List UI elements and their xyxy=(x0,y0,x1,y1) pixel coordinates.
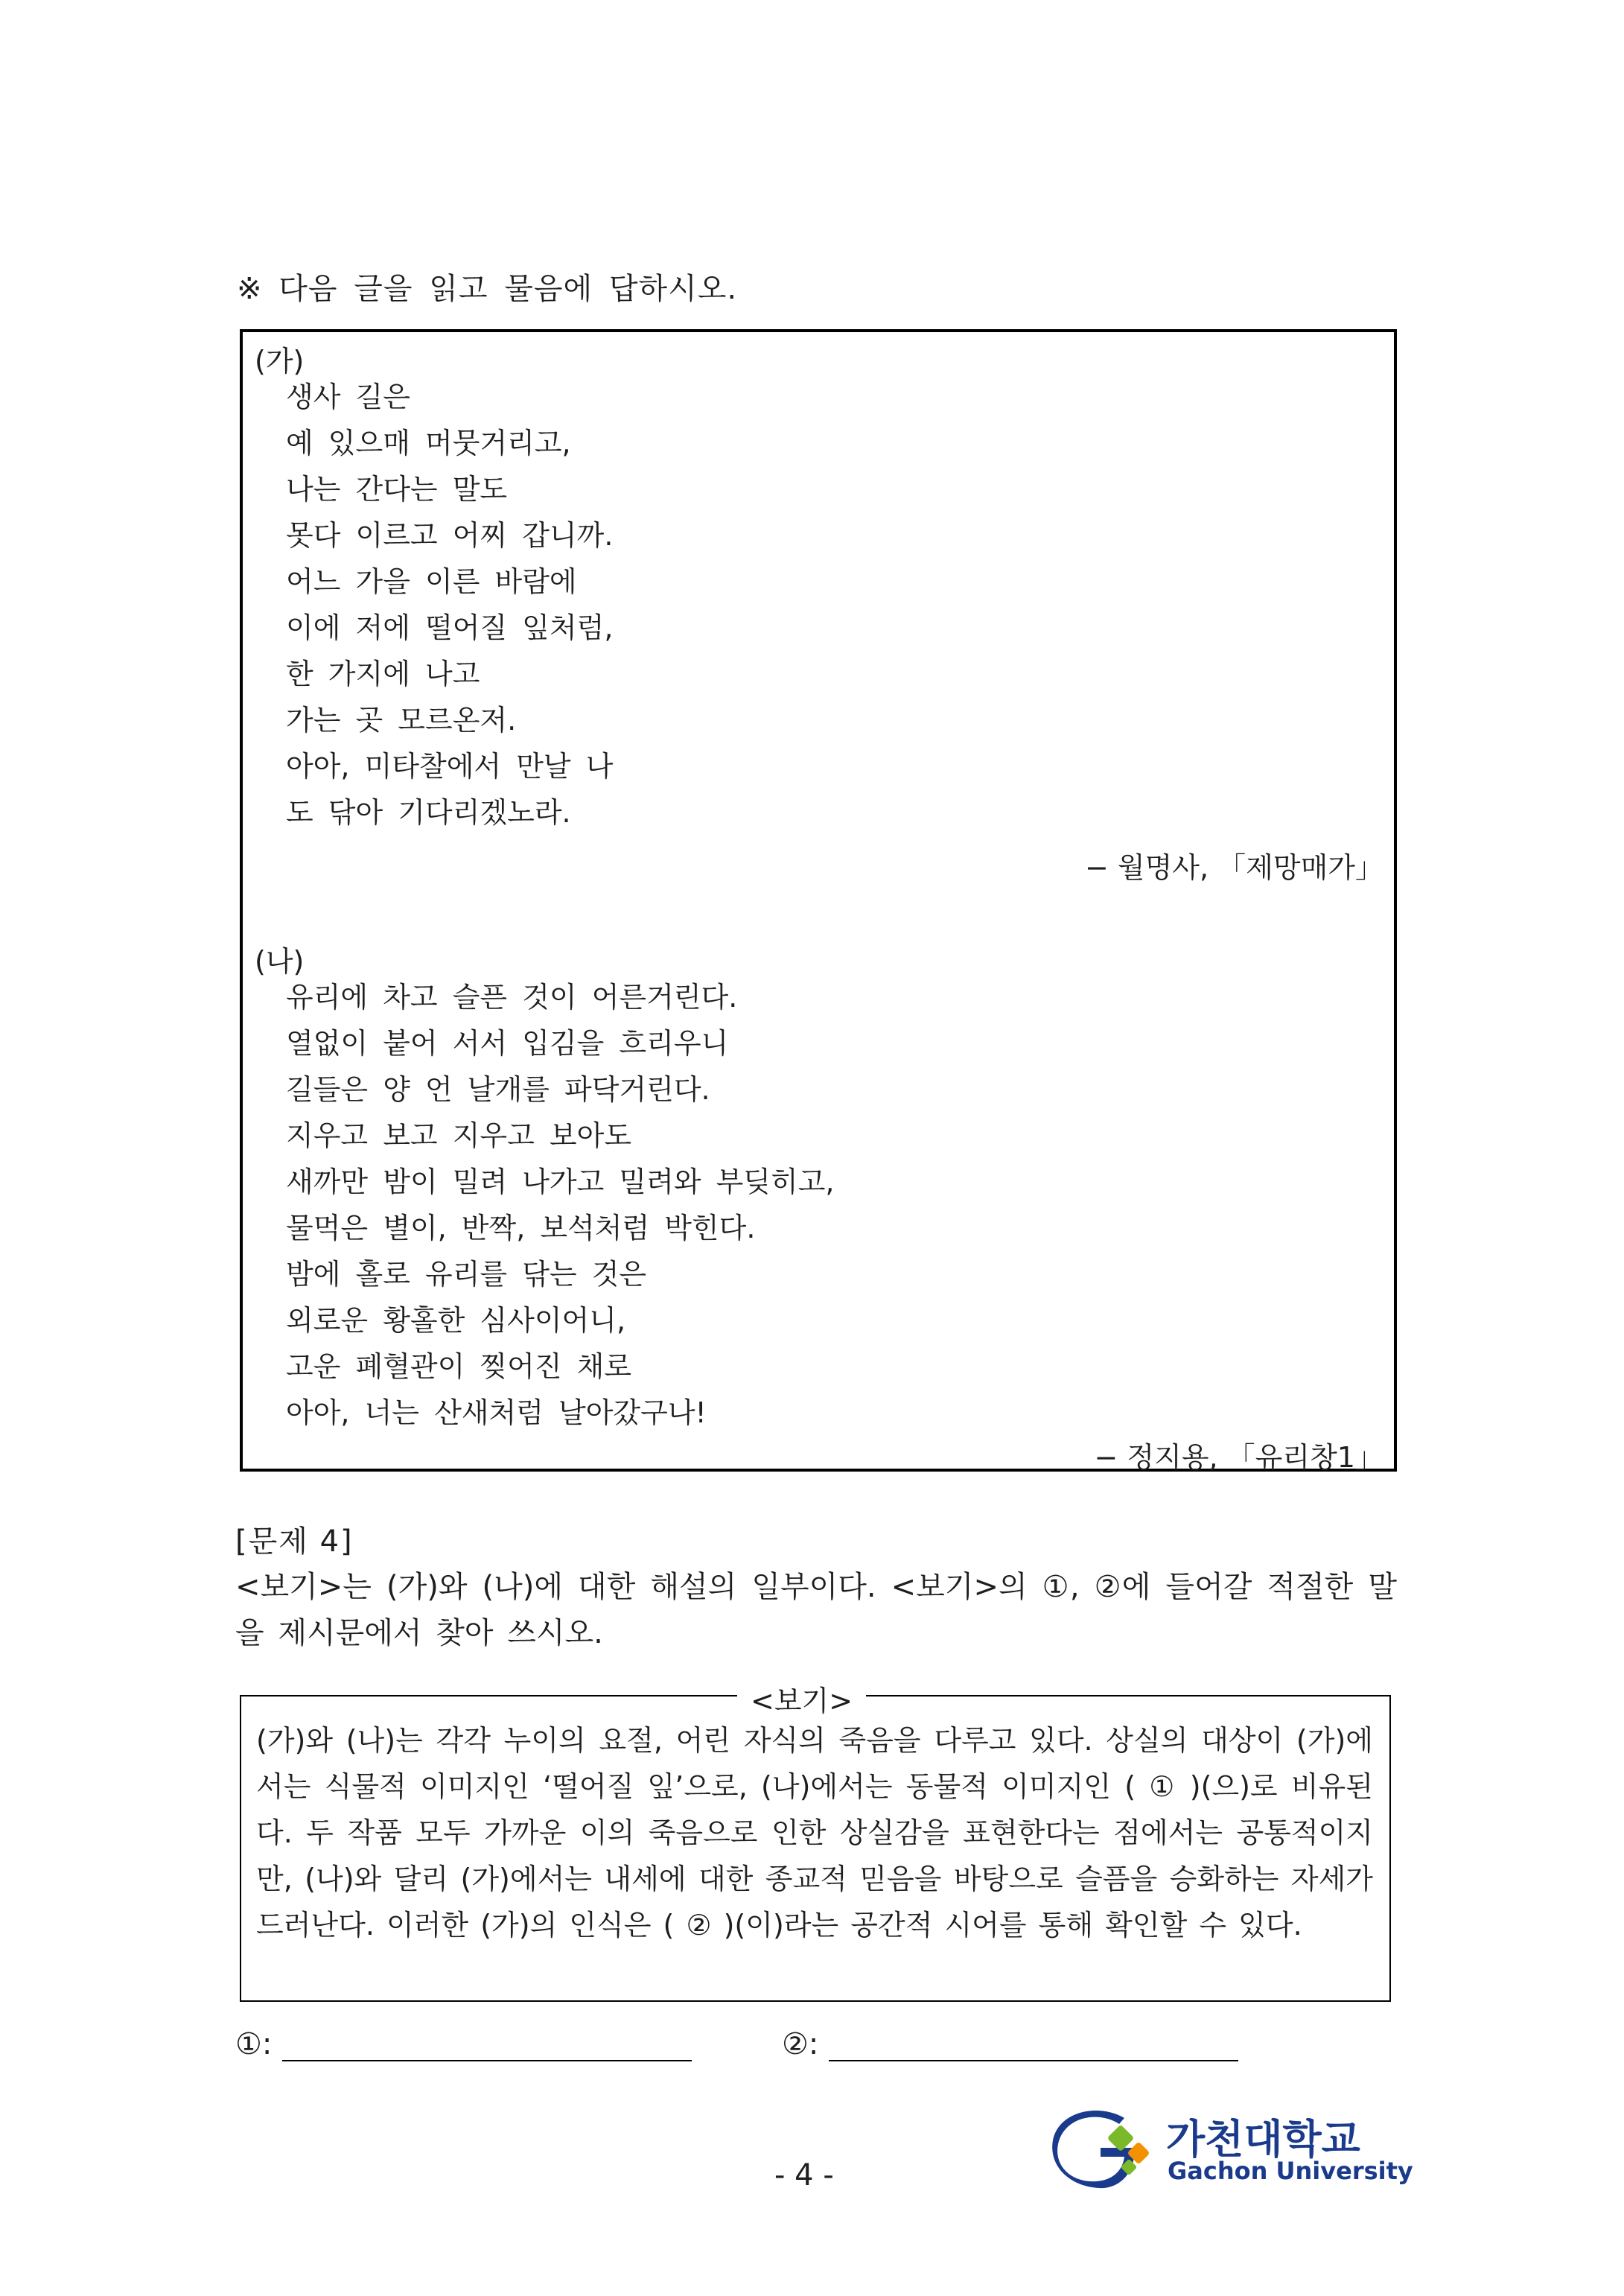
answer-1-line[interactable] xyxy=(282,2030,692,2061)
answer-2-line[interactable] xyxy=(829,2030,1238,2061)
poem-a-line: 못다 이르고 어찌 갑니까. xyxy=(286,519,614,552)
bogi-title: <보기> xyxy=(737,1678,866,1719)
poem-a-line: 예 있으매 머뭇거리고, xyxy=(286,427,571,459)
question-body: <보기>는 (가)와 (나)에 대한 해설의 일부이다. <보기>의 ①, ②에 들어갈 적절한 말을 제시문에서 찾아 쓰시오. xyxy=(235,1570,1397,1650)
question-title: [문제 4] xyxy=(235,1524,354,1559)
passage-b-attribution: − 정지용, 「유리창1」 xyxy=(1094,1441,1383,1474)
poem-b-line: 아아, 너는 산새처럼 날아갔구나! xyxy=(286,1396,707,1429)
poem-b-line: 고운 폐혈관이 찢어진 채로 xyxy=(286,1350,632,1383)
poem-b xyxy=(286,974,835,1436)
poem-b-line: 외로운 황홀한 심사이어니, xyxy=(286,1304,626,1337)
poem-a-line: 어느 가을 이른 바람에 xyxy=(286,565,577,598)
poem-b-line: 지우고 보고 지우고 보아도 xyxy=(286,1119,632,1152)
poem-a-line: 도 닦아 기다리겠노라. xyxy=(286,796,571,829)
passage-b-label: (나) xyxy=(255,945,305,978)
poem-b-line: 새까만 밤이 밀려 나가고 밀려와 부딪히고, xyxy=(286,1166,835,1198)
poem-b-line: 길들은 양 언 날개를 파닥거린다. xyxy=(286,1073,710,1106)
passage-box xyxy=(240,329,1397,1472)
logo-english: Gachon University xyxy=(1168,2157,1413,2185)
poem-a-line: 아아, 미타찰에서 만날 나 xyxy=(286,750,614,783)
poem-b-line: 유리에 차고 슬픈 것이 어른거린다. xyxy=(286,981,738,1014)
passage-a-attribution: − 월명사, 「제망매가」 xyxy=(1084,851,1383,884)
answer-2-label: ②: xyxy=(782,2027,819,2061)
passage-a-label: (가) xyxy=(255,345,305,378)
bogi-text: (가)와 (나)는 각각 누이의 요절, 어린 자식의 죽음을 다루고 있다. 상실의 대상이 (가)에서는 식물적 이미지인 ‘떨어질 잎’으로, (나)에서는 동물적 이미지인 ( ① )(으)로 비유된다. 두 작품 모두 가까운 이의 죽음으로 인한 상실감을 표현한다는 점에서는 공통적이지만, (나)와 달리 (가)에서는 내세에 대한 종교적 믿음을 바탕으로 슬픔을 승화하는 자세가 드러난다. 이러한 (가)의 인식은 ( ② )(이)라는 공간적 시어를 통해 확인할 수 있다. xyxy=(256,1724,1373,1942)
poem-a-line: 나는 간다는 말도 xyxy=(286,473,508,506)
poem-b-line: 열없이 붙어 서서 입김을 흐리우니 xyxy=(286,1027,729,1060)
answer-1-label: ①: xyxy=(235,2027,273,2061)
poem-a-line: 한 가지에 나고 xyxy=(286,658,480,690)
answer-2 xyxy=(782,2027,1238,2061)
poem-a-line: 생사 길은 xyxy=(286,381,410,413)
poem-a xyxy=(286,374,613,836)
university-logo xyxy=(1048,2108,1413,2190)
poem-b-line: 밤에 홀로 유리를 닦는 것은 xyxy=(286,1258,647,1291)
page-number: - 4 - xyxy=(774,2158,834,2192)
answer-1 xyxy=(235,2027,692,2061)
poem-a-line: 가는 곳 모르온저. xyxy=(286,704,517,737)
logo-korean: 가천대학교 xyxy=(1166,2116,1360,2163)
gachon-logo-icon xyxy=(1048,2108,1160,2190)
instruction: ※ 다음 글을 읽고 물음에 답하시오. xyxy=(237,272,738,306)
poem-a-line: 이에 저에 떨어질 잎처럼, xyxy=(286,611,614,644)
poem-b-line: 물먹은 별이, 반짝, 보석처럼 박힌다. xyxy=(286,1212,756,1244)
bogi-box xyxy=(240,1695,1391,2002)
